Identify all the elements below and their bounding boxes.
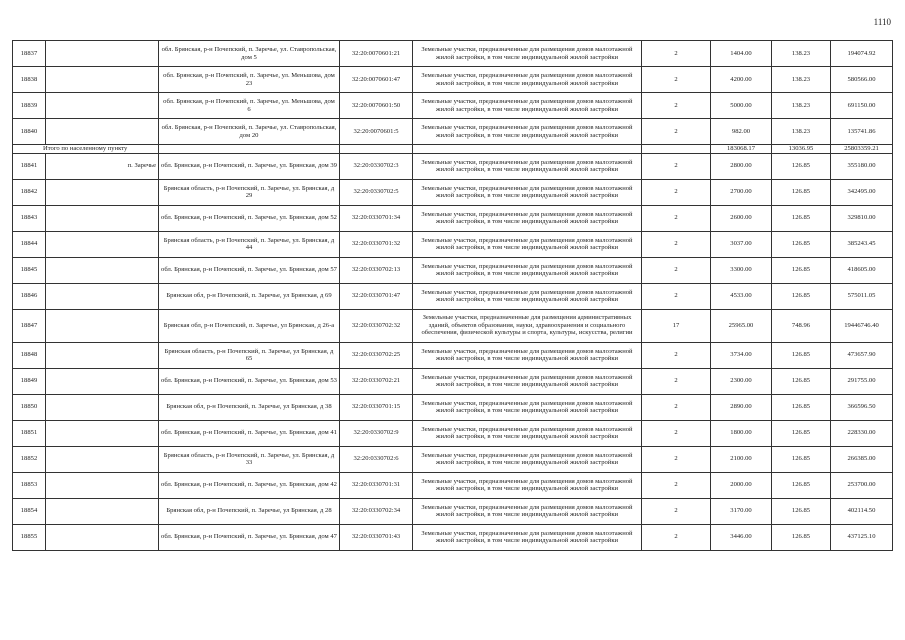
locality-cell: [46, 283, 159, 309]
cadastral-number-cell: 32:20:0070601:47: [340, 67, 413, 93]
locality-cell: [46, 119, 159, 145]
cadastral-value-cell: 253700.00: [831, 472, 893, 498]
row-number: 18851: [13, 420, 46, 446]
address-cell: Брянская обл, р-н Почепский, п. Заречье, ул Брянская, д 38: [159, 394, 340, 420]
use-group-cell: 2: [642, 446, 711, 472]
row-number: 18848: [13, 342, 46, 368]
address-cell: обл. Брянская, р-н Почепский, п. Заречье, ул. Брянская, дом 53: [159, 368, 340, 394]
table-row: [13, 257, 893, 283]
cadastral-number-cell: 32:20:0070601:50: [340, 93, 413, 119]
locality-cell: [46, 205, 159, 231]
cadastral-number-cell: 32:20:0330701:15: [340, 394, 413, 420]
cadastral-value-cell: 385243.45: [831, 231, 893, 257]
area-cell: 2100.00: [711, 446, 772, 472]
use-group-cell: 2: [642, 67, 711, 93]
area-cell: 1800.00: [711, 420, 772, 446]
area-cell: 2300.00: [711, 368, 772, 394]
cadastral-value-cell: 366596.50: [831, 394, 893, 420]
table-row: [13, 420, 893, 446]
cadastral-number-cell: 32:20:0330702:6: [340, 446, 413, 472]
area-cell: 3446.00: [711, 524, 772, 550]
address-cell: обл. Брянская, р-н Почепский, п. Заречье, ул. Ставропольская, дом 20: [159, 119, 340, 145]
land-use-cell: Земельные участки, предназначенные для размещения домов малоэтажной жилой застройки, в том числе индивидуальной жилой застройки: [413, 205, 642, 231]
area-cell: 2800.00: [711, 153, 772, 179]
rate-cell: 126.85: [772, 524, 831, 550]
address-cell: Брянская область, р-н Почепский, п. Заречье, ул. Брянская, д 29: [159, 179, 340, 205]
row-number: 18854: [13, 498, 46, 524]
land-use-cell: Земельные участки, предназначенные для размещения домов малоэтажной жилой застройки, в том числе индивидуальной жилой застройки: [413, 342, 642, 368]
cadastral-number-cell: 32:20:0330701:47: [340, 283, 413, 309]
address-cell: обл. Брянская, р-н Почепский, п. Заречье, ул. Меньшова, дом 23: [159, 67, 340, 93]
rate-cell: 126.85: [772, 342, 831, 368]
row-number: 18839: [13, 93, 46, 119]
land-use-cell: Земельные участки, предназначенные для размещения домов малоэтажной жилой застройки, в том числе индивидуальной жилой застройки: [413, 67, 642, 93]
locality-cell: [46, 446, 159, 472]
rate-cell: 138.23: [772, 67, 831, 93]
use-group-cell: 2: [642, 179, 711, 205]
row-number: 18845: [13, 257, 46, 283]
table-row: [13, 231, 893, 257]
table-row: [13, 524, 893, 550]
total-row: [13, 145, 893, 154]
use-group-cell: 2: [642, 257, 711, 283]
use-group-cell: 2: [642, 205, 711, 231]
cadastral-value-cell: 402114.50: [831, 498, 893, 524]
use-group-cell: 17: [642, 309, 711, 342]
table-row: [13, 179, 893, 205]
area-cell: 4200.00: [711, 67, 772, 93]
address-cell: обл. Брянская, р-н Почепский, п. Заречье, ул. Ставропольская, дом 5: [159, 41, 340, 67]
row-number: 18847: [13, 309, 46, 342]
cadastral-value-cell: 342495.00: [831, 179, 893, 205]
cadastral-value-cell: 418605.00: [831, 257, 893, 283]
row-number: 18843: [13, 205, 46, 231]
rate-cell: 126.85: [772, 498, 831, 524]
use-group-cell: 2: [642, 342, 711, 368]
land-use-cell: Земельные участки, предназначенные для размещения домов малоэтажной жилой застройки, в том числе индивидуальной жилой застройки: [413, 283, 642, 309]
table-row: [13, 41, 893, 67]
row-number: 18852: [13, 446, 46, 472]
area-cell: 3170.00: [711, 498, 772, 524]
locality-cell: [46, 231, 159, 257]
row-number: 18842: [13, 179, 46, 205]
cadastral-value-cell: 473657.90: [831, 342, 893, 368]
area-cell: 3734.00: [711, 342, 772, 368]
address-cell: обл. Брянская, р-н Почепский, п. Заречье, ул. Брянская, дом 52: [159, 205, 340, 231]
locality-cell: [46, 67, 159, 93]
land-use-cell: Земельные участки, предназначенные для размещения домов малоэтажной жилой застройки, в том числе индивидуальной жилой застройки: [413, 119, 642, 145]
cadastral-value-cell: 194074.92: [831, 41, 893, 67]
area-cell: 2700.00: [711, 179, 772, 205]
rate-cell: 138.23: [772, 119, 831, 145]
cadastral-value-cell: 291755.00: [831, 368, 893, 394]
row-number: 18838: [13, 67, 46, 93]
use-group-cell: 2: [642, 368, 711, 394]
area-cell: 3300.00: [711, 257, 772, 283]
area-cell: 3037.00: [711, 231, 772, 257]
table-row: [13, 119, 893, 145]
total-area: 183068.17: [711, 145, 772, 154]
locality-cell: [46, 472, 159, 498]
address-cell: обл. Брянская, р-н Почепский, п. Заречье, ул. Брянская, дом 41: [159, 420, 340, 446]
land-use-cell: Земельные участки, предназначенные для размещения домов малоэтажной жилой застройки, в том числе индивидуальной жилой застройки: [413, 420, 642, 446]
cadastral-value-cell: 355180.00: [831, 153, 893, 179]
row-number: 18855: [13, 524, 46, 550]
rate-cell: 126.85: [772, 394, 831, 420]
land-use-cell: Земельные участки, предназначенные для размещения домов малоэтажной жилой застройки, в том числе индивидуальной жилой застройки: [413, 472, 642, 498]
address-cell: Брянская область, р-н Почепский, п. Заречье, ул. Брянская, д 44: [159, 231, 340, 257]
address-cell: обл. Брянская, р-н Почепский, п. Заречье, ул. Меньшова, дом 6: [159, 93, 340, 119]
land-use-cell: Земельные участки, предназначенные для размещения домов малоэтажной жилой застройки, в том числе индивидуальной жилой застройки: [413, 153, 642, 179]
row-number: 18849: [13, 368, 46, 394]
table-row: [13, 67, 893, 93]
locality-cell: [46, 179, 159, 205]
cadastral-value-cell: 580566.00: [831, 67, 893, 93]
rate-cell: 126.85: [772, 446, 831, 472]
area-cell: 982.00: [711, 119, 772, 145]
row-number: 18846: [13, 283, 46, 309]
rate-cell: 126.85: [772, 153, 831, 179]
table-body-total: [13, 145, 893, 154]
table-row: [13, 205, 893, 231]
land-use-cell: Земельные участки, предназначенные для размещения домов малоэтажной жилой застройки, в том числе индивидуальной жилой застройки: [413, 498, 642, 524]
cadastral-value-cell: 329810.00: [831, 205, 893, 231]
row-number: 18853: [13, 472, 46, 498]
address-cell: Брянская область, р-н Почепский, п. Заречье, ул Брянская, д 65: [159, 342, 340, 368]
rate-cell: 126.85: [772, 472, 831, 498]
cadastral-number-cell: 32:20:0330702:3: [340, 153, 413, 179]
cadastral-number-cell: 32:20:0330701:34: [340, 205, 413, 231]
cadastral-value-cell: 575011.05: [831, 283, 893, 309]
address-cell: Брянская обл, р-н Почепский, п. Заречье, ул Брянская, д 28: [159, 498, 340, 524]
cadastral-number-cell: 32:20:0330702:32: [340, 309, 413, 342]
table-row: [13, 394, 893, 420]
locality-cell: [46, 41, 159, 67]
land-use-cell: Земельные участки, предназначенные для размещения административных зданий, объектов образования, науки, здравоохранения и социального обеспечения, физической культуры и спорта, культуры, искусства, религии: [413, 309, 642, 342]
locality-cell: [46, 257, 159, 283]
cadastral-number-cell: 32:20:0330702:9: [340, 420, 413, 446]
table-row: [13, 283, 893, 309]
cadastral-number-cell: 32:20:0330701:31: [340, 472, 413, 498]
locality-cell: [46, 368, 159, 394]
locality-cell: [46, 498, 159, 524]
row-number: 18837: [13, 41, 46, 67]
cadastral-value-cell: 135741.86: [831, 119, 893, 145]
table-row: [13, 342, 893, 368]
use-group-cell: 2: [642, 420, 711, 446]
address-cell: Брянская область, р-н Почепский, п. Заречье, ул. Брянская, д 33: [159, 446, 340, 472]
table-body-top: [13, 41, 893, 145]
locality-cell: [46, 342, 159, 368]
rate-cell: 126.85: [772, 205, 831, 231]
cadastral-value-cell: 691150.00: [831, 93, 893, 119]
table-row: [13, 446, 893, 472]
rate-cell: 126.85: [772, 179, 831, 205]
area-cell: 5000.00: [711, 93, 772, 119]
use-group-cell: 2: [642, 231, 711, 257]
use-group-cell: 2: [642, 394, 711, 420]
cadastral-number-cell: 32:20:0070601:21: [340, 41, 413, 67]
table-row: [13, 472, 893, 498]
area-cell: 25965.00: [711, 309, 772, 342]
cadastral-value-cell: 19446746.40: [831, 309, 893, 342]
land-use-cell: Земельные участки, предназначенные для размещения домов малоэтажной жилой застройки, в том числе индивидуальной жилой застройки: [413, 93, 642, 119]
row-number: 18841: [13, 153, 46, 179]
cadastral-value-cell: 228330.00: [831, 420, 893, 446]
address-cell: обл. Брянская, р-н Почепский, п. Заречье, ул. Брянская, дом 42: [159, 472, 340, 498]
rate-cell: 748.96: [772, 309, 831, 342]
locality-cell: [46, 309, 159, 342]
address-cell: Брянская обл, р-н Почепский, п. Заречье, ул Брянская, д 69: [159, 283, 340, 309]
cadastral-number-cell: 32:20:0330702:34: [340, 498, 413, 524]
row-number: 18840: [13, 119, 46, 145]
table-row: [13, 498, 893, 524]
use-group-cell: 2: [642, 41, 711, 67]
land-use-cell: Земельные участки, предназначенные для размещения домов малоэтажной жилой застройки, в том числе индивидуальной жилой застройки: [413, 446, 642, 472]
page-number: 1110: [873, 17, 891, 27]
use-group-cell: 2: [642, 283, 711, 309]
land-use-cell: Земельные участки, предназначенные для размещения домов малоэтажной жилой застройки, в том числе индивидуальной жилой застройки: [413, 524, 642, 550]
area-cell: 2000.00: [711, 472, 772, 498]
locality-cell: [46, 420, 159, 446]
cadastral-number-cell: 32:20:0070601:5: [340, 119, 413, 145]
use-group-cell: 2: [642, 93, 711, 119]
rate-cell: 138.23: [772, 41, 831, 67]
table-row: [13, 153, 893, 179]
locality-cell: [46, 93, 159, 119]
cadastral-number-cell: 32:20:0330702:21: [340, 368, 413, 394]
use-group-cell: 2: [642, 524, 711, 550]
rate-cell: 126.85: [772, 283, 831, 309]
cadastral-number-cell: 32:20:0330701:43: [340, 524, 413, 550]
cadastral-number-cell: 32:20:0330702:13: [340, 257, 413, 283]
table-body-bottom: [13, 153, 893, 550]
cadastral-value-cell: 266385.00: [831, 446, 893, 472]
row-number: 18844: [13, 231, 46, 257]
total-label: Итого по населенному пункту: [13, 145, 159, 154]
use-group-cell: 2: [642, 498, 711, 524]
address-cell: обл. Брянская, р-н Почепский, п. Заречье, ул. Брянская, дом 39: [159, 153, 340, 179]
land-use-cell: Земельные участки, предназначенные для размещения домов малоэтажной жилой застройки, в том числе индивидуальной жилой застройки: [413, 41, 642, 67]
rate-cell: 126.85: [772, 231, 831, 257]
area-cell: 1404.00: [711, 41, 772, 67]
area-cell: 2890.00: [711, 394, 772, 420]
locality-label: п. Заречье: [46, 153, 159, 179]
rate-cell: 126.85: [772, 420, 831, 446]
land-use-cell: Земельные участки, предназначенные для размещения домов малоэтажной жилой застройки, в том числе индивидуальной жилой застройки: [413, 394, 642, 420]
rate-cell: 138.23: [772, 93, 831, 119]
land-use-cell: Земельные участки, предназначенные для размещения домов малоэтажной жилой застройки, в том числе индивидуальной жилой застройки: [413, 179, 642, 205]
use-group-cell: 2: [642, 153, 711, 179]
cadastral-value-table: [12, 40, 893, 551]
use-group-cell: 2: [642, 472, 711, 498]
area-cell: 2600.00: [711, 205, 772, 231]
cadastral-number-cell: 32:20:0330702:5: [340, 179, 413, 205]
address-cell: обл. Брянская, р-н Почепский, п. Заречье, ул. Брянская, дом 57: [159, 257, 340, 283]
total-rate: 13036.95: [772, 145, 831, 154]
table-row: [13, 309, 893, 342]
total-value: 25803359.21: [831, 145, 893, 154]
address-cell: Брянская обл, р-н Почепский, п. Заречье, ул Брянская, д 26-а: [159, 309, 340, 342]
rate-cell: 126.85: [772, 368, 831, 394]
table-row: [13, 368, 893, 394]
rate-cell: 126.85: [772, 257, 831, 283]
land-use-cell: Земельные участки, предназначенные для размещения домов малоэтажной жилой застройки, в том числе индивидуальной жилой застройки: [413, 257, 642, 283]
cadastral-number-cell: 32:20:0330702:25: [340, 342, 413, 368]
cadastral-value-cell: 437125.10: [831, 524, 893, 550]
land-use-cell: Земельные участки, предназначенные для размещения домов малоэтажной жилой застройки, в том числе индивидуальной жилой застройки: [413, 231, 642, 257]
locality-cell: [46, 394, 159, 420]
land-use-cell: Земельные участки, предназначенные для размещения домов малоэтажной жилой застройки, в том числе индивидуальной жилой застройки: [413, 368, 642, 394]
area-cell: 4533.00: [711, 283, 772, 309]
row-number: 18850: [13, 394, 46, 420]
table-row: [13, 93, 893, 119]
use-group-cell: 2: [642, 119, 711, 145]
cadastral-number-cell: 32:20:0330701:32: [340, 231, 413, 257]
locality-cell: [46, 524, 159, 550]
address-cell: обл. Брянская, р-н Почепский, п. Заречье, ул. Брянская, дом 47: [159, 524, 340, 550]
